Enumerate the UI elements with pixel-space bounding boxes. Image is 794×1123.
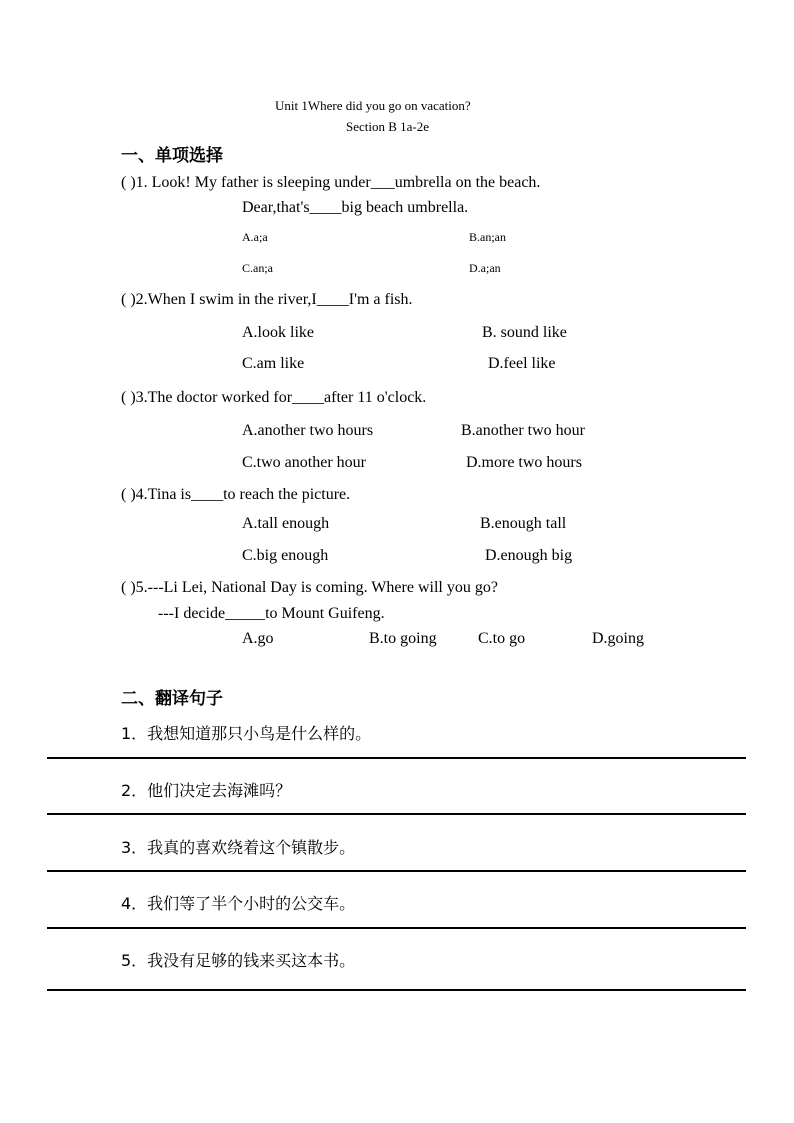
- translate-item-4: 4．我们等了半个小时的公交车。: [121, 894, 356, 913]
- translate-item-3: 3．我真的喜欢绕着这个镇散步。: [121, 838, 356, 857]
- question-1-option-b: B.an;an: [469, 230, 506, 244]
- page-subtitle: Section B 1a-2e: [346, 119, 430, 134]
- question-1-stem: ( )1. Look! My father is sleeping under___umbrella on the beach.: [121, 174, 541, 191]
- question-2-option-d: D.feel like: [488, 355, 556, 372]
- translate-item-2: 2．他们决定去海滩吗？: [121, 781, 292, 800]
- question-1-option-c: C.an;a: [242, 261, 273, 275]
- question-5-option-a: A.go: [242, 630, 274, 647]
- question-4-stem: ( )4.Tina is____to reach the picture.: [121, 486, 351, 503]
- question-2-option-b: B. sound like: [482, 324, 567, 341]
- answer-line-2: [47, 813, 746, 815]
- question-3-option-a: A.another two hours: [242, 422, 374, 439]
- question-2-stem: ( )2.When I swim in the river,I____I'm a fish.: [121, 291, 413, 308]
- question-1-option-d: D.a;an: [469, 261, 501, 275]
- question-4-option-b: B.enough tall: [480, 515, 567, 532]
- question-4-option-a: A.tall enough: [242, 515, 330, 532]
- question-5-stem: ( )5.---Li Lei, National Day is coming. Where will you go?: [121, 579, 498, 596]
- question-3-option-d: D.more two hours: [466, 454, 582, 471]
- question-5-option-d: D.going: [592, 630, 644, 647]
- question-4-option-d: D.enough big: [485, 547, 573, 564]
- translate-item-5: 5．我没有足够的钱来买这本书。: [121, 951, 356, 970]
- answer-line-3: [47, 870, 746, 872]
- question-5-stem-line2: ---I decide_____to Mount Guifeng.: [158, 605, 385, 622]
- answer-line-1: [47, 757, 746, 759]
- translate-item-1: 1．我想知道那只小鸟是什么样的。: [121, 724, 372, 743]
- page-title: Unit 1Where did you go on vacation?: [275, 98, 471, 113]
- section-heading-translate: 二、翻译句子: [121, 689, 223, 709]
- answer-line-5: [47, 989, 746, 991]
- question-2-option-c: C.am like: [242, 355, 305, 372]
- question-1-stem-line2: Dear,that's____big beach umbrella.: [242, 199, 469, 216]
- question-4-option-c: C.big enough: [242, 547, 329, 564]
- question-1-option-a: A.a;a: [242, 230, 268, 244]
- question-3-option-b: B.another two hour: [461, 422, 585, 439]
- question-3-option-c: C.two another hour: [242, 454, 366, 471]
- question-2-option-a: A.look like: [242, 324, 314, 341]
- answer-line-4: [47, 927, 746, 929]
- question-5-option-b: B.to going: [369, 630, 437, 647]
- question-3-stem: ( )3.The doctor worked for____after 11 o'clock.: [121, 389, 427, 406]
- section-heading-choice: 一、单项选择: [121, 146, 223, 166]
- question-5-option-c: C.to go: [478, 630, 526, 647]
